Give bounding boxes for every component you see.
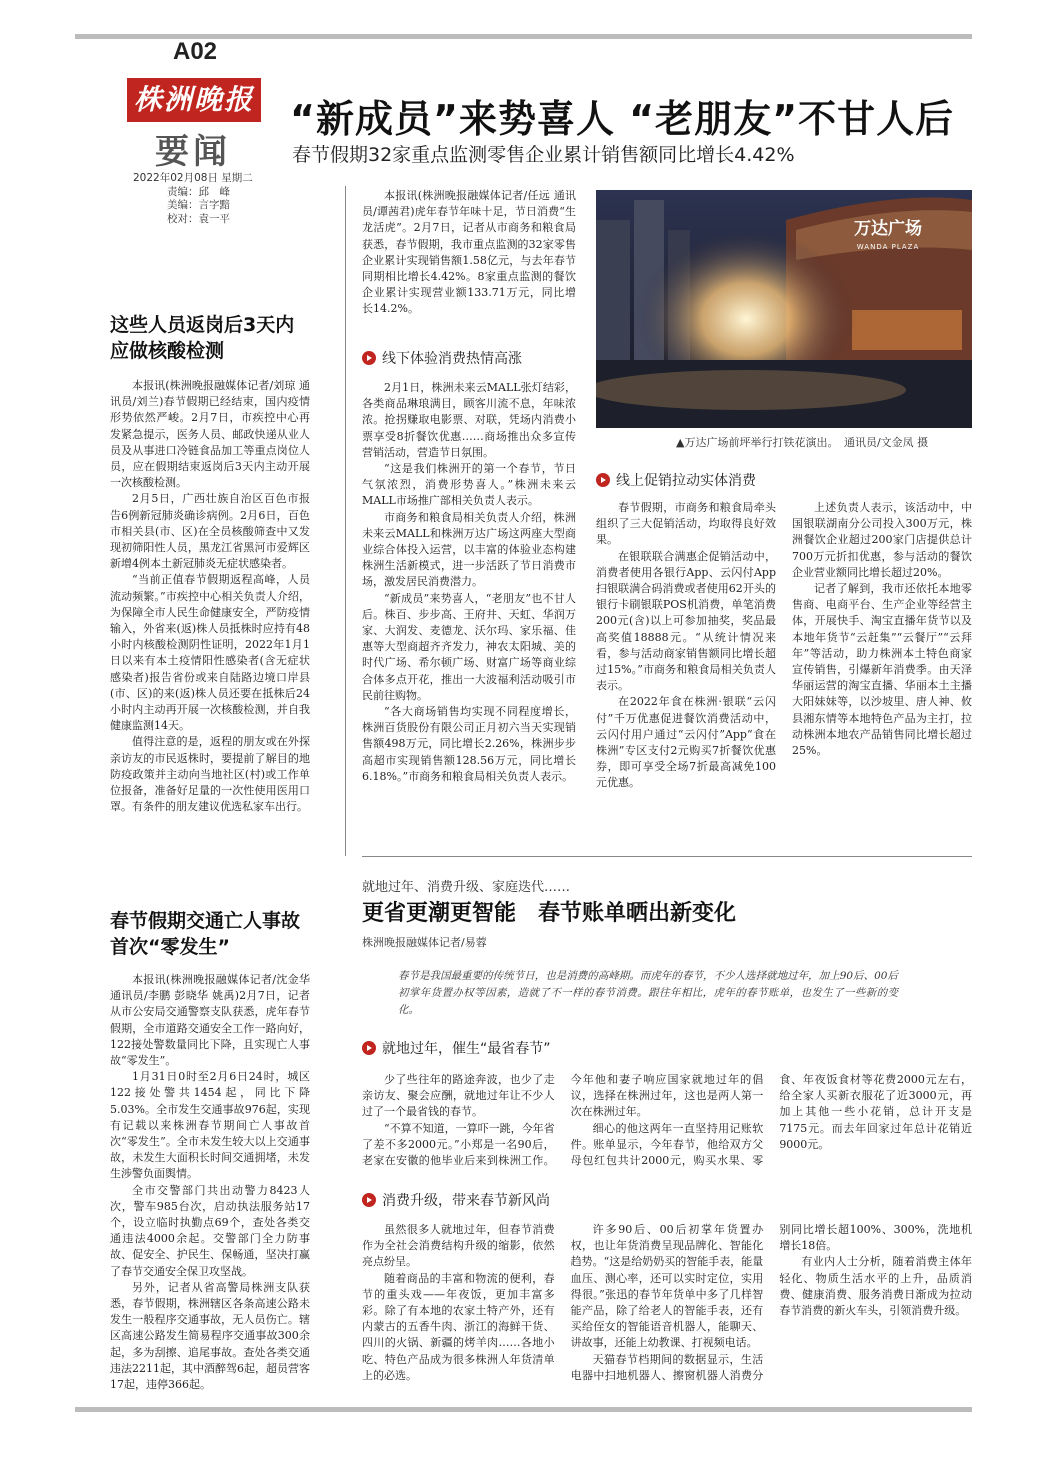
main-section-1-paragraph: “新成员”来势喜人，“老朋友”也不甘人后。株百、步步高、王府井、天虹、华润万家、大润发、麦德龙、沃尔玛、家乐福、佳惠等大型商超齐齐发力，神农太阳城、美的时代广场、希尔顿广场、财富广场等商业综合体多点开花，推出一大波福利活动吸引市民前往购物。: [362, 591, 576, 702]
feature-section-2-paragraph: 许多90后、00后初掌年货置办权，也让年货消费呈现品牌化、智能化趋势。“这是给奶奶买的智能手表，能量血压、测心率，还可以实时定位，实用得很。”张迅的春节年货单中多了几样智能产品，除了给老人的智能手表，还有买给侄女的智能语音机器人，能聊天、讲故事，还能上幼教课、打视频电话。: [570, 1223, 764, 1350]
feature-section-1-heading: [362, 1038, 551, 1058]
side-story-1-paragraph: 2月5日，广西壮族自治区百色市报告6例新冠肺炎确诊病例。2月6日，百色市相关县(市、区)在全员核酸筛查中又发现初筛阳性人员，黑龙江省黑河市爱辉区新增4例本土新冠肺炎无症状感染者。: [110, 492, 310, 571]
main-section-1-title: 线下体验消费热情高涨: [382, 351, 522, 367]
feature-divider: [362, 856, 972, 857]
feature-lead: [398, 968, 898, 1019]
play-bullet-icon: [362, 1193, 376, 1207]
play-bullet-icon: [362, 1041, 376, 1055]
feature-section-1-paragraph: 细心的他这两年一直坚持用记账软件。账单显示，今年春节，他给双方父母包红包共计2000元，购买水果、零食、年夜饭食材等花费2000元左右，给全家人买新衣服花了近3000元，再加上其他一些小花销，总计开支是7175元。而去年回家过年总计花销近9000元。: [570, 1073, 972, 1168]
main-section-1-paragraph: 2月1日，株洲未来云MALL张灯结彩，各类商品琳琅满目，顾客川流不息，年味浓浓。抢拐赚取电影票、对联，凭场内消费小票享受8折餐饮优惠……商场推出众多宣传营销活动，营造节日氛围。: [362, 381, 576, 459]
feature-kicker: 就地过年、消费升级、家庭迭代……: [362, 880, 571, 895]
side-story-2-paragraph: 本报讯(株洲晚报融媒体记者/沈金华 通讯员/李鹏 彭晓华 姚禹)2月7日，记者从市公安局交通警察支队获悉，虎年春节假期，全市道路交通安全工作一路向好，122接处警数量同比下降，且实现亡人事故“零发生”。: [110, 973, 310, 1068]
side-story-1-body: [110, 378, 310, 848]
feature-lead-text: 春节是我国最重要的传统节日，也是消费的高峰期。而虎年的春节，不少人选择就地过年，加上90后、00后初掌年货置办权等因素，造就了不一样的春节消费。跟往年相比，虎年的春节账单，也发生了一些新的变化。: [398, 970, 898, 1016]
designer-credit: 美编：言字黯: [167, 199, 230, 211]
side-story-2-paragraph: 全市交警部门共出动警力8423人次，警车985台次，启动执法服务站17个，设立临时执勤点69个，查处各类交通违法4000余起。交警部门全力防事故、促安全、护民生、保畅通，坚决打赢了春节交通安全保卫攻坚战。: [110, 1183, 310, 1278]
editor-credit: 责编：邱 峰: [167, 185, 230, 198]
feature-section-1-paragraph: “不算不知道，一算吓一跳，今年省了差不多2000元。”小郑是一名90后，老家在安徽的他毕业后来到株洲工作。今年他和妻子响应国家就地过年的倡议，选择在株洲过年，这也是两人第一次在株洲过年。: [362, 1073, 764, 1168]
feature-section-2-paragraph: 有业内人士分析，随着消费主体年轻化、物质生活水平的上升，品质消费、健康消费、服务消费日渐成为拉动春节消费的新火车头，引领消费升级。: [779, 1255, 972, 1318]
feature-section-2-body: [362, 1222, 972, 1396]
feature-section-2-paragraph: 虽然很多人就地过年，但春节消费作为全社会消费结构升级的缩影，依然亮点纷呈。: [362, 1223, 555, 1269]
main-section-1-paragraph: “这是我们株洲开的第一个春节，节日气氛浓烈，消费形势喜人。”株洲未来云MALL市场推广部相关负责人表示。: [362, 462, 576, 508]
newspaper-logo: 株洲晚报: [127, 78, 261, 122]
feature-section-1-title: 就地过年，催生“最省春节”: [382, 1041, 551, 1057]
main-story-intro: [362, 188, 576, 336]
photo-caption: ▲万达广场前坪举行打铁花演出。 通讯员/文金凤 摄: [676, 436, 929, 449]
wanda-plaza-photo: [596, 190, 972, 428]
side-story-1-title: 这些人员返岗后3天内应做核酸检测: [110, 314, 295, 362]
play-bullet-icon: [596, 473, 610, 487]
photo-sign-text: 万达广场: [854, 219, 922, 239]
publication-date: 2022年02月08日 星期二: [133, 172, 253, 184]
side-story-2-body: [110, 972, 310, 1397]
side-story-1-paragraph: 值得注意的是，返程的朋友或在外探亲访友的市民返株时，要提前了解目的地防疫政策并主动向当地社区(村)或工作单位报备，准备好足量的一次性使用医用口罩。有条件的朋友建议优选私家车出行。: [110, 735, 310, 814]
side-story-1-paragraph: “当前正值春节假期返程高峰，人员流动频繁。”市疾控中心相关负责人介绍，为保障全市人民生命健康安全，严防疫情输入，外省来(返)株人员抵株时应持有48小时内核酸检测阴性证明，2022年1月1日以来有本土疫情阳性感染者(含无症状感染者)报告省份或来自陆路边境口岸县(市、区)的来(返)株人员还要在抵株后24小时内主动再开展一次核酸检测，并自我健康监测14天。: [110, 573, 310, 733]
section-name: 要闻: [155, 132, 231, 172]
main-section-2-body: [596, 500, 972, 832]
main-section-2-title: 线上促销拉动实体消费: [616, 473, 756, 489]
photo-sign: [854, 220, 922, 256]
bottom-rule: [75, 1407, 972, 1412]
main-story-intro-text: 本报讯(株洲晚报融媒体记者/任远 通讯员/谭茜君)虎年春节年味十足，节日消费“生龙活虎”。2月7日，记者从市商务和粮食局获悉，春节假期，我市重点监测的32家零售企业累计实现销售额1.58亿元，与去年春节同期相比增长4.42%。8家重点监测的餐饮企业累计实现营业额133.71万元，同比增长14.2%。: [362, 189, 576, 316]
main-section-2-paragraph: 上述负责人表示，该活动中，中国银联湖南分公司投入300万元，株洲餐饮企业超过200家门店提供总计700万元折扣优惠，参与活动的餐饮企业营业额同比增长超过20%。: [792, 501, 972, 579]
side-story-2-title: 春节假期交通亡人事故首次“零发生”: [110, 910, 301, 958]
side-story-2-paragraph: 另外，记者从省高警局株洲支队获悉，春节假期，株洲辖区各条高速公路未发生一般程序交通事故，无人员伤亡。辖区高速公路发生简易程序交通事故300余起，多为刮擦、追尾事故。查处各类交通违法2211起，其中酒醉驾6起，超员营客17起，违停366起。: [110, 1280, 310, 1392]
main-section-1-body: [362, 380, 576, 850]
proofreader-credit: 校对：袁一平: [167, 212, 230, 225]
main-section-1-paragraph: 市商务和粮食局相关负责人介绍，株洲未来云MALL和株洲万达广场这两座大型商业综合体投入运营，以丰富的体验业态构建株洲生活新模式，进一步活跃了节日消费市场，激发居民消费潜力。: [362, 510, 576, 589]
publication-meta: [133, 172, 273, 226]
photo-sign-subtext: WANDA PLAZA: [856, 243, 920, 251]
main-section-2-paragraph: 在2022年食在株洲·银联“云闪付”千万优惠促进餐饮消费活动中，云闪付用户通过“云闪付”App“食在株洲”专区支付2元购买7折餐饮优惠券，即可享受全场7折最高减免100元优惠。: [596, 695, 776, 790]
main-subheadline: 春节假期32家重点监测零售企业累计销售额同比增长4.42%: [292, 144, 795, 166]
feature-title: 更省更潮更智能 春节账单晒出新变化: [362, 901, 737, 926]
side-story-2-paragraph: 1月31日0时至2月6日24时，城区122接处警共1454起，同比下降5.03%。全市发生交通事故976起，实现有记载以来株洲春节期间亡人事故首次“零发生”。全市未发生较大以上交通事故，未发生大面积长时间交通拥堵，未发生涉警负面舆情。: [110, 1070, 310, 1181]
main-section-2-paragraph: 在银联联合满惠企促销活动中，消费者使用各银行App、云闪付App扫银联满合码消费或者使用62开头的银行卡刷银联POS机消费，单笔消费200元(含)以上可参加抽奖，奖品最高奖值18888元。“从统计情况来看，参与活动商家销售额同比增长超过15%。”市商务和粮食局相关负责人表示。: [596, 549, 776, 693]
feature-section-2-title: 消费升级，带来春节新风尚: [382, 1193, 550, 1209]
column-divider: [345, 186, 346, 856]
feature-byline: 株洲晚报融媒体记者/易蓉: [362, 936, 487, 949]
feature-section-2-paragraph: 随着商品的丰富和物流的便利，春节的重头戏——年夜饭，更加丰富多彩。除了有本地的农家土特产外，还有内蒙古的五香牛肉、浙江的海鲜干货、四川的火锅、新疆的烤羊肉……各地小吃、特色产品成为很多株洲人年货清单上的必选。: [362, 1271, 555, 1382]
feature-section-2-paragraph: 天猫春节档期间的数据显示，生活电器中扫地机器人、擦窗机器人消费分别同比增长超100%、300%，洗地机增长18倍。: [570, 1223, 972, 1382]
main-section-2-heading: [596, 470, 756, 490]
main-section-1-heading: [362, 348, 522, 368]
play-bullet-icon: [362, 351, 376, 365]
main-headline: “新成员”来势喜人 “老朋友”不甘人后: [290, 97, 955, 141]
main-section-1-paragraph: “各大商场销售均实现不同程度增长，株洲百货股份有限公司正月初六当天实现销售额498万元，同比增长2.26%，株洲步步高超市实现销售额128.56万元，同比增长6.18%。”市商务和粮食局相关负责人表示。: [362, 705, 576, 783]
main-section-2-paragraph: 记者了解到，我市还依托本地零售商、电商平台、生产企业等经营主体，开展快手、淘宝直播年货节以及本地年货节“云赶集”“云餐厅”“云拜年”等活动，助力株洲本土特色商家宣传销售，引爆新年消费季。由天泽华丽运营的淘宝直播、华丽本土主播大阳妹妹等，以沙坡里、唐人神、攸县湘东情等本地特色产品为主打，拉动株洲本地农产品销售同比增长超过25%。: [792, 582, 972, 758]
page-number: A02: [173, 38, 218, 65]
side-story-1-paragraph: 本报讯(株洲晚报融媒体记者/刘琼 通讯员/刘兰)春节假期已经结束，国内疫情形势依然严峻。2月7日，市疾控中心再发紧急提示，医务人员、邮政快递从业人员及从事进口冷链食品加工等重点岗位人员，应在假期结束返岗后3天内主动开展一次核酸检测。: [110, 379, 310, 490]
feature-section-1-body: [362, 1072, 972, 1184]
feature-section-2-heading: [362, 1190, 550, 1210]
main-section-2-paragraph: 春节假期，市商务和粮食局牵头组织了三大促销活动，均取得良好效果。: [596, 501, 776, 547]
feature-section-1-paragraph: 少了些往年的路途奔波，也少了走亲访友、聚会应酬，就地过年让不少人过了一个最省钱的春节。: [362, 1073, 555, 1119]
